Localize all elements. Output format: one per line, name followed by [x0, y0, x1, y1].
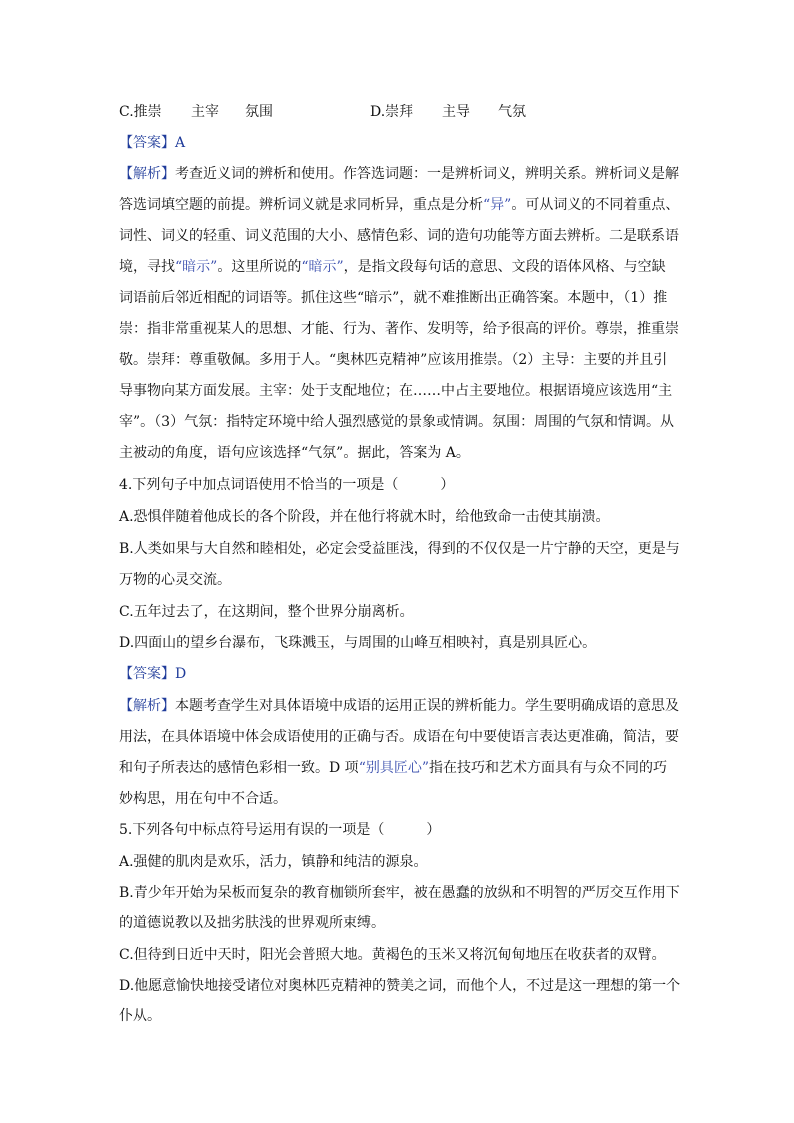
- q4-option-d: D.四面山的望乡台瀑布，飞珠溅玉，与周围的山峰互相映衬，真是别具匠心。: [119, 635, 597, 651]
- q3-analysis-line-9: 宰”。（3）气氛：指特定环境中给人强烈感觉的景象或情调。氛围：周围的气氛和情调。从: [119, 414, 675, 430]
- q3-analysis-line-8: 导事物向某方面发展。主宰：处于支配地位；在……中占主要地位。根据语境应该选用“主: [119, 383, 673, 399]
- answer-value: A: [175, 135, 186, 151]
- q3-analysis-line-3: 词性、词义的轻重、词义范围的大小、感情色彩、词的造句功能等方面去辨析。二是联系语: [119, 228, 679, 244]
- analysis-text: 答选词填空题的前提。辨析词义就是求同析异，重点是分析: [119, 197, 483, 213]
- quoted-term: “别具匠心”: [358, 760, 430, 776]
- answer-tag: 【答案】: [119, 135, 175, 151]
- q3-analysis-line-4: [119, 259, 666, 275]
- option-d-word-2: 主导: [442, 104, 470, 120]
- q4-option-b-line-2: 万物的心灵交流。: [119, 572, 231, 588]
- analysis-tag: 【解析】: [119, 698, 175, 714]
- q4-analysis-line-3: [119, 760, 667, 776]
- q4-option-c: C.五年过去了，在这期间，整个世界分崩离析。: [119, 604, 414, 620]
- analysis-text: 本题考查学生对具体语境中成语的运用正误的辨析能力。学生要明确成语的意思及: [175, 698, 679, 714]
- q3-analysis-line-7: 敬。崇拜：尊重敬佩。多用于人。“奥林匹克精神”应该用推崇。（2）主导：主要的并且引: [119, 352, 668, 368]
- q4-stem: 4.下列句子中加点词语使用不恰当的一项是（ ）: [119, 477, 455, 493]
- q3-answer: [119, 135, 185, 151]
- analysis-text: 指在技巧和艺术方面具有与众不同的巧: [429, 760, 668, 776]
- option-d-word-3: 气氛: [498, 104, 526, 120]
- option-d-label: D.崇拜: [370, 104, 414, 120]
- q3-analysis-line-6: 崇：指非常重视某人的思想、才能、行为、著作、发明等，给予很高的评价。尊崇，推重崇: [119, 321, 679, 337]
- analysis-text: 和句子所表达的感情色彩相一致。D 项: [119, 760, 359, 776]
- q5-option-a: A.强健的肌肉是欢乐，活力，镇静和纯洁的源泉。: [119, 854, 428, 870]
- q4-option-a: A.恐惧伴随着他成长的各个阶段，并在他行将就木时，给他致命一击使其崩溃。: [119, 509, 610, 525]
- q5-option-c: C.但待到日近中天时，阳光会普照大地。黄褐色的玉米又将沉甸甸地压在收获者的双臂。: [119, 947, 666, 963]
- q4-analysis-line-4: 妙构思，用在句中不合适。: [119, 791, 287, 807]
- analysis-tag: 【解析】: [119, 166, 175, 182]
- quoted-term: “暗示”: [175, 259, 218, 275]
- q3-analysis-line-10: 主被动的角度，语句应该选择“气氛”。据此，答案为 A。: [119, 445, 470, 461]
- analysis-text: 。这里所说的: [217, 259, 302, 275]
- answer-value: D: [175, 666, 187, 682]
- analysis-text: 考查近义词的辨析和使用。作答选词题：一是辨析词义，辨明关系。辨析词义是解: [175, 166, 679, 182]
- q3-analysis-line-5: 词语前后邻近相配的词语等。抓住这些“暗示”，就不难推断出正确答案。本题中，（1）推: [119, 290, 668, 306]
- q5-option-d-line-2: 仆从。: [119, 1008, 161, 1024]
- q3-analysis-line-1: [119, 166, 679, 182]
- q5-option-b-line-2: 的道德说教以及拙劣肤浅的世界观所束缚。: [119, 915, 385, 931]
- q4-analysis-line-2: 用法，在具体语境中体会成语使用的正确与否。成语在句中要使语言表达更准确，简洁，要: [119, 729, 679, 745]
- q5-option-d-line-1: D.他愿意愉快地接受诸位对奥林匹克精神的赞美之词，而他个人，不过是这一理想的第一个: [119, 978, 681, 994]
- q5-option-b-line-1: B.青少年开始为呆板而复杂的教育枷锁所套牢，被在愚蠢的放纵和不明智的严厉交互作用下: [119, 885, 680, 901]
- option-c-label: C.推崇: [119, 104, 162, 120]
- analysis-text: ，是指文段每句话的意思、文段的语体风格、与空缺: [343, 259, 666, 275]
- quoted-term: “异”: [483, 197, 512, 213]
- option-c-word-3: 氛围: [245, 104, 273, 120]
- q3-analysis-line-2: [119, 197, 679, 213]
- option-c-word-2: 主宰: [191, 104, 219, 120]
- q4-analysis-line-1: [119, 698, 679, 714]
- quoted-term: “暗示”: [301, 259, 344, 275]
- answer-tag: 【答案】: [119, 666, 175, 682]
- analysis-text: 。可从词义的不同着重点、: [511, 197, 680, 213]
- q4-answer: [119, 666, 186, 682]
- q5-stem: 5.下列各句中标点符号运用有误的一项是（ ）: [119, 822, 441, 838]
- q4-option-b-line-1: B.人类如果与大自然和睦相处，必定会受益匪浅，得到的不仅仅是一片宁静的天空，更是与: [119, 541, 680, 557]
- analysis-text: 境，寻找: [119, 259, 175, 275]
